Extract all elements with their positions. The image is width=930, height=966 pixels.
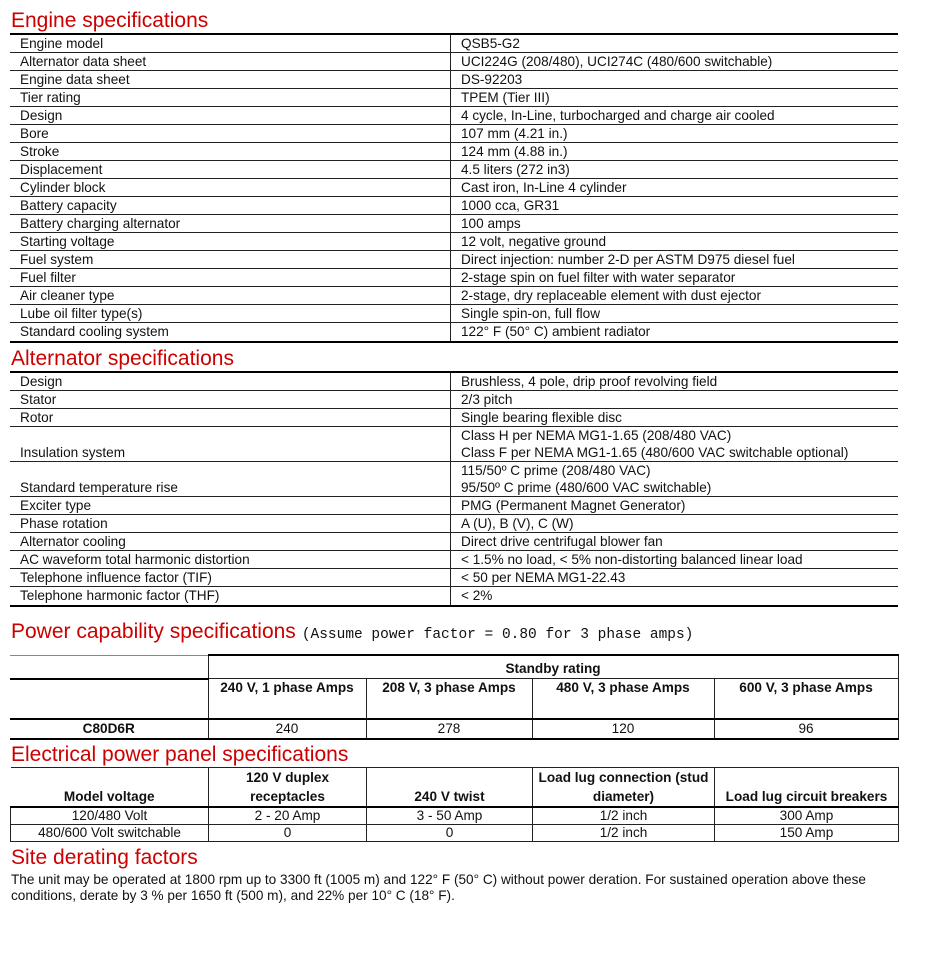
engine-spec-value: 2-stage spin on fuel filter with water separator — [451, 269, 899, 287]
table-row — [10, 197, 898, 215]
table-row — [10, 391, 898, 409]
panel-cell: 300 Amp — [715, 807, 899, 825]
panel-cell: 150 Amp — [715, 824, 899, 841]
panel-cell: 480/600 Volt switchable — [11, 824, 209, 841]
power-title-text: Power capability specifications — [11, 620, 296, 643]
engine-spec-value: QSB5-G2 — [451, 34, 899, 53]
power-col-header: 240 V, 1 phase Amps — [208, 679, 366, 719]
table-row — [10, 587, 898, 607]
engine-spec-label: Air cleaner type — [10, 287, 451, 305]
engine-spec-value: Cast iron, In-Line 4 cylinder — [451, 179, 899, 197]
table-row — [10, 107, 898, 125]
engine-spec-value: 2-stage, dry replaceable element with dust ejector — [451, 287, 899, 305]
alternator-spec-label: Rotor — [10, 409, 451, 427]
engine-spec-label: Battery charging alternator — [10, 215, 451, 233]
power-value: 96 — [714, 719, 898, 739]
engine-spec-value: 124 mm (4.88 in.) — [451, 143, 899, 161]
panel-cell: 1/2 inch — [533, 807, 715, 825]
alternator-spec-value-line: Class H per NEMA MG1-1.65 (208/480 VAC) — [461, 428, 732, 443]
power-capability-table — [10, 654, 899, 740]
panel-col-header: 240 V twist — [367, 767, 533, 807]
alternator-spec-value: 2/3 pitch — [451, 391, 899, 409]
table-row — [10, 551, 898, 569]
engine-spec-label: Stroke — [10, 143, 451, 161]
panel-cell: 0 — [367, 824, 533, 841]
engine-spec-value: 122° F (50° C) ambient radiator — [451, 323, 899, 343]
engine-spec-label: Alternator data sheet — [10, 53, 451, 71]
alternator-spec-label: Alternator cooling — [10, 533, 451, 551]
table-row — [10, 569, 898, 587]
table-row — [10, 462, 898, 497]
power-value: 240 — [208, 719, 366, 739]
table-row — [10, 323, 898, 343]
alternator-spec-label: AC waveform total harmonic distortion — [10, 551, 451, 569]
engine-spec-label: Cylinder block — [10, 179, 451, 197]
alternator-spec-value: Single bearing flexible disc — [451, 409, 899, 427]
engine-spec-label: Tier rating — [10, 89, 451, 107]
alternator-spec-value: < 50 per NEMA MG1-22.43 — [451, 569, 899, 587]
power-section-title — [10, 619, 920, 648]
panel-cell: 1/2 inch — [533, 824, 715, 841]
alternator-spec-label: Exciter type — [10, 497, 451, 515]
power-corner-cell — [10, 655, 208, 679]
engine-spec-value: 107 mm (4.21 in.) — [451, 125, 899, 143]
engine-spec-label: Standard cooling system — [10, 323, 451, 343]
table-row — [10, 53, 898, 71]
engine-spec-value: 12 volt, negative ground — [451, 233, 899, 251]
table-row — [10, 89, 898, 107]
alternator-spec-value: < 1.5% no load, < 5% non-distorting balanced linear load — [451, 551, 899, 569]
alternator-spec-value: Brushless, 4 pole, drip proof revolving field — [451, 372, 899, 391]
power-model-label: C80D6R — [10, 719, 208, 739]
alternator-spec-value: Direct drive centrifugal blower fan — [451, 533, 899, 551]
panel-spec-table — [10, 767, 899, 842]
engine-spec-value: Single spin-on, full flow — [451, 305, 899, 323]
engine-spec-label: Displacement — [10, 161, 451, 179]
derating-section-title: Site derating factors — [11, 845, 198, 869]
table-row — [10, 287, 898, 305]
engine-spec-value: 4 cycle, In-Line, turbocharged and charge air cooled — [451, 107, 899, 125]
table-row — [10, 497, 898, 515]
engine-section-title: Engine specifications — [11, 9, 209, 32]
panel-cell: 2 - 20 Amp — [209, 807, 367, 825]
engine-spec-value: Direct injection: number 2-D per ASTM D975 diesel fuel — [451, 251, 899, 269]
panel-cell: 120/480 Volt — [11, 807, 209, 825]
table-row — [11, 807, 899, 825]
engine-spec-value: 1000 cca, GR31 — [451, 197, 899, 215]
power-header-spacer — [10, 679, 208, 719]
table-row — [10, 269, 898, 287]
panel-col-header: 120 V duplex receptacles — [209, 767, 367, 807]
engine-spec-table — [10, 33, 898, 343]
alternator-spec-label: Insulation system — [10, 427, 451, 462]
engine-spec-value: DS-92203 — [451, 71, 899, 89]
table-row — [10, 305, 898, 323]
power-col-header: 208 V, 3 phase Amps — [366, 679, 532, 719]
panel-section-title: Electrical power panel specifications — [11, 742, 349, 766]
alternator-spec-label: Design — [10, 372, 451, 391]
spec-sheet — [10, 0, 920, 904]
alternator-spec-value: A (U), B (V), C (W) — [451, 515, 899, 533]
engine-spec-label: Fuel filter — [10, 269, 451, 287]
table-row — [10, 372, 898, 391]
table-row — [10, 427, 898, 462]
table-row — [10, 34, 898, 53]
power-note: (Assume power factor = 0.80 for 3 phase amps) — [301, 627, 694, 643]
power-value: 120 — [532, 719, 714, 739]
alternator-spec-table — [10, 371, 898, 607]
table-row — [10, 233, 898, 251]
alternator-spec-value — [451, 427, 899, 462]
engine-spec-label: Engine data sheet — [10, 71, 451, 89]
engine-spec-value: TPEM (Tier III) — [451, 89, 899, 107]
alternator-section-title: Alternator specifications — [11, 347, 234, 370]
alternator-spec-value-line: Class F per NEMA MG1-1.65 (480/600 VAC switchable optional) — [461, 445, 849, 460]
engine-spec-label: Starting voltage — [10, 233, 451, 251]
panel-col-header: Load lug circuit breakers — [715, 767, 899, 807]
alternator-spec-label: Telephone harmonic factor (THF) — [10, 587, 451, 607]
table-row — [10, 515, 898, 533]
table-row — [10, 179, 898, 197]
engine-spec-value: 100 amps — [451, 215, 899, 233]
engine-spec-value: UCI224G (208/480), UCI274C (480/600 switchable) — [451, 53, 899, 71]
table-row — [10, 125, 898, 143]
standby-rating-header: Standby rating — [208, 655, 898, 679]
engine-spec-label: Design — [10, 107, 451, 125]
table-row — [10, 143, 898, 161]
table-row — [10, 161, 898, 179]
engine-spec-label: Lube oil filter type(s) — [10, 305, 451, 323]
alternator-spec-value — [451, 462, 899, 497]
table-row — [11, 824, 899, 841]
derating-text: The unit may be operated at 1800 rpm up to 3300 ft (1005 m) and 122° F (50° C) without power deration. For sustained operation above these conditions, derate by 3 % per 1650 ft (500 m), and 22% per 10° C (18° F). — [11, 871, 866, 903]
alternator-spec-label: Phase rotation — [10, 515, 451, 533]
engine-spec-value: 4.5 liters (272 in3) — [451, 161, 899, 179]
table-row — [10, 533, 898, 551]
panel-cell: 0 — [209, 824, 367, 841]
alternator-spec-label: Telephone influence factor (TIF) — [10, 569, 451, 587]
engine-spec-label: Engine model — [10, 34, 451, 53]
power-col-header: 600 V, 3 phase Amps — [714, 679, 898, 719]
alternator-spec-value: < 2% — [451, 587, 899, 607]
table-row — [10, 215, 898, 233]
engine-spec-label: Battery capacity — [10, 197, 451, 215]
power-col-header: 480 V, 3 phase Amps — [532, 679, 714, 719]
alternator-spec-value-line: 95/50º C prime (480/600 VAC switchable) — [461, 480, 712, 495]
panel-col-header: Load lug connection (stud diameter) — [533, 767, 715, 807]
alternator-spec-value-line: 115/50º C prime (208/480 VAC) — [461, 463, 651, 478]
alternator-spec-label: Standard temperature rise — [10, 462, 451, 497]
table-row — [10, 409, 898, 427]
panel-col-header: Model voltage — [11, 767, 209, 807]
engine-spec-label: Fuel system — [10, 251, 451, 269]
power-value: 278 — [366, 719, 532, 739]
table-row — [10, 71, 898, 89]
engine-spec-label: Bore — [10, 125, 451, 143]
table-row — [10, 251, 898, 269]
alternator-spec-label: Stator — [10, 391, 451, 409]
panel-cell: 3 - 50 Amp — [367, 807, 533, 825]
alternator-spec-value: PMG (Permanent Magnet Generator) — [451, 497, 899, 515]
